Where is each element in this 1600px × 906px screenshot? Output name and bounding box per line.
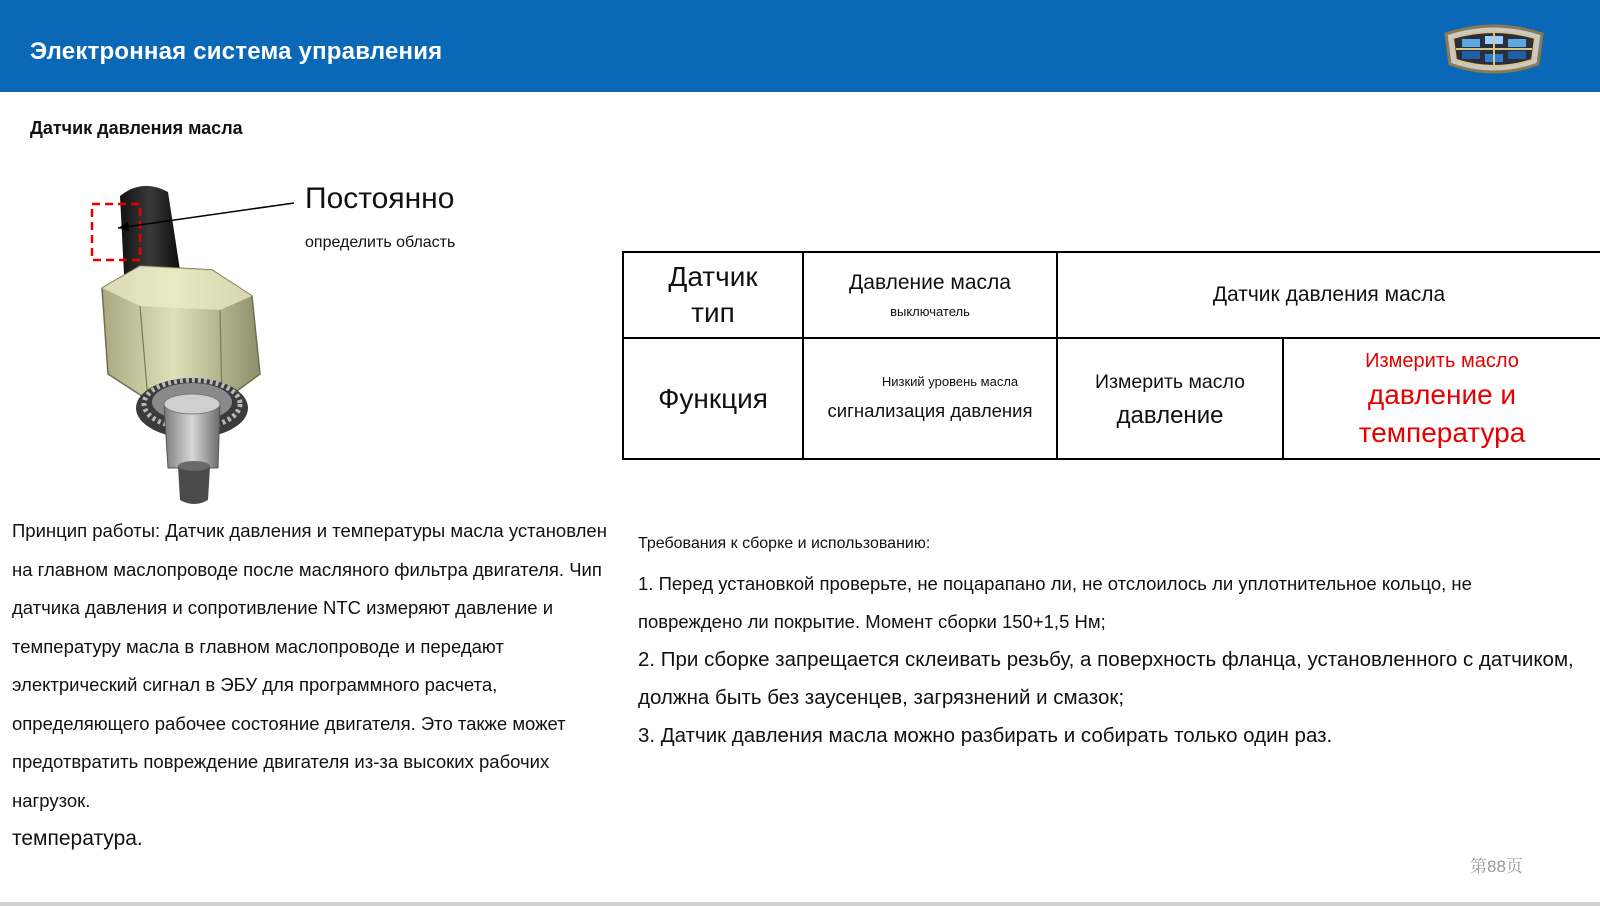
- table-cell-pressure-sensor: [1057, 252, 1600, 338]
- header-bar: [0, 0, 1600, 92]
- oil-pressure-sensor-image: [80, 178, 300, 508]
- temperature-red-label: температура: [1358, 416, 1526, 448]
- callout-label: Постоянно: [305, 182, 455, 215]
- assembly-requirements: [638, 527, 1578, 755]
- measure-oil-label: Измерить масло: [1095, 370, 1245, 393]
- sensor-comparison-table: [622, 251, 1600, 460]
- pressure-alarm-label: сигнализация давления: [827, 399, 1033, 421]
- table-cell-pressure-switch: [803, 252, 1057, 338]
- principle-paragraph: Принцип работы: Датчик давления и температуры масла установлен на главном маслопроводе после масляного фильтра двигателя. Чип датчика давления и сопротивление NTC измеряют давление и температуру масла в главном маслопроводе и передают электрический сигнал в ЭБУ для программного расчета, определяющего рабочее состояние двигателя. Это также может предотвратить повреждение двигателя из-за высоких рабочих нагрузок.: [12, 520, 607, 811]
- requirement-item-3: 3. Датчик давления масла можно разбирать и собирать только один раз.: [638, 724, 1333, 747]
- table-row: [623, 338, 1600, 459]
- measure-oil-red-label: Измерить масло: [1365, 349, 1519, 372]
- sensor-type-label: Датчик тип: [668, 261, 758, 328]
- requirement-item-1: 1. Перед установкой проверьте, не поцарапано ли, не отслоилось ли уплотнительное кольцо, не повреждено ли покрытие. Момент сборки 150+1,5 Нм;: [638, 573, 1472, 632]
- brand-logo-icon: [1440, 20, 1548, 78]
- table-cell-low-pressure-alarm: [803, 338, 1057, 459]
- header-title: Электронная система управления: [30, 38, 443, 65]
- requirement-item-2: 2. При сборке запрещается склеивать резьбу, а поверхность фланца, установленного с датчиком, должна быть без заусенцев, загрязнений и смазок;: [638, 648, 1574, 709]
- low-oil-level-label: Низкий уровень масла: [881, 373, 1019, 389]
- function-label: Функция: [658, 382, 768, 414]
- pressure-switch-label: Давление масла: [849, 271, 1011, 294]
- pressure-and-red-label: давление и: [1367, 378, 1517, 410]
- table-cell-type-header: [623, 252, 803, 338]
- table-row: [623, 252, 1600, 338]
- operating-principle-text: [12, 512, 622, 859]
- section-title: Датчик давления масла: [30, 118, 243, 138]
- pressure-sensor-label: Датчик давления масла: [1212, 283, 1446, 306]
- requirements-heading: Требования к сборке и использованию:: [638, 535, 931, 552]
- callout-sublabel: определить область: [305, 234, 456, 251]
- table-cell-function-header: [623, 338, 803, 459]
- measure-pressure-label: давление: [1116, 401, 1224, 429]
- principle-trailing-word: температура.: [12, 827, 143, 850]
- table-cell-measure-pressure: [1057, 338, 1283, 459]
- footer-divider: [0, 902, 1600, 906]
- table-cell-measure-pressure-temp: [1283, 338, 1600, 459]
- page-number: 第88页: [1470, 857, 1523, 876]
- pressure-switch-sublabel: выключатель: [890, 304, 970, 319]
